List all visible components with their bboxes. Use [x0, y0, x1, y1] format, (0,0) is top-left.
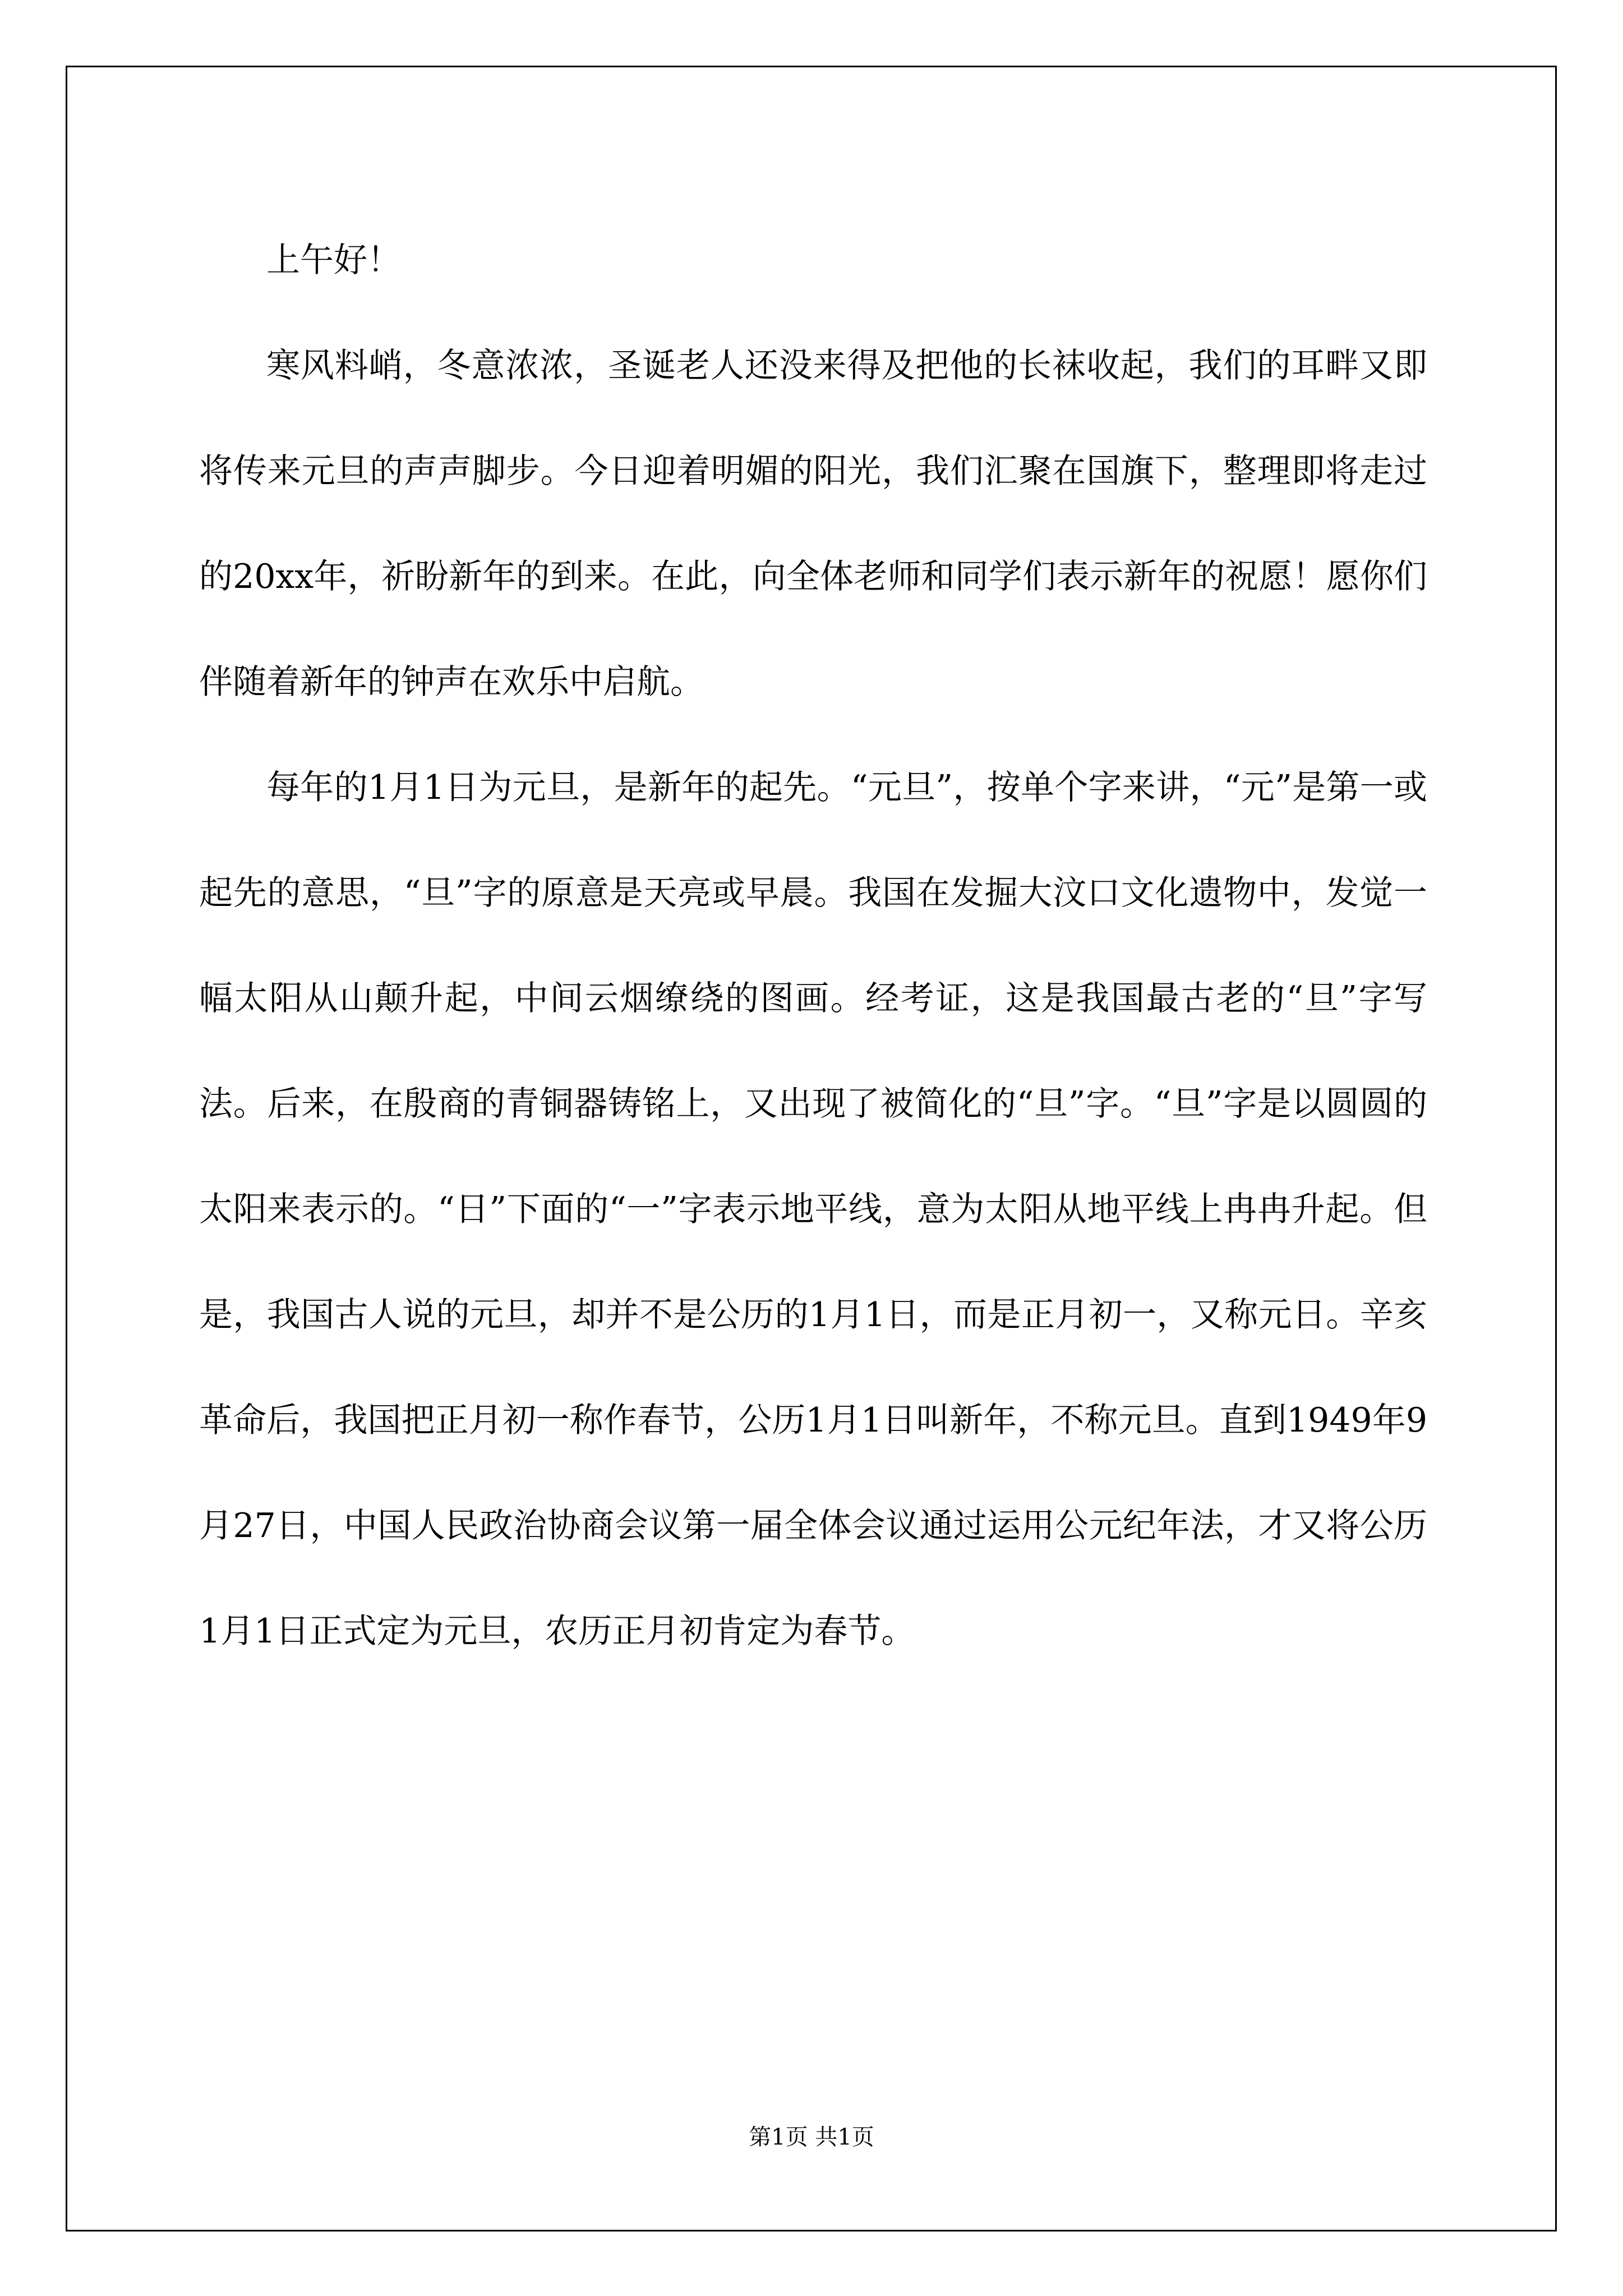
intro-paragraph: 寒风料峭，冬意浓浓，圣诞老人还没来得及把他的长袜收起，我们的耳畔又即将传来元旦的声声脚步。今日迎着明媚的阳光，我们汇聚在国旗下，整理即将走过的20xx年，祈盼新年的到来。在此，向全体老师和同学们表示新年的祝愿！愿你们伴随着新年的钟声在欢乐中启航。: [199, 346, 1427, 702]
greeting-paragraph: 上午好！: [266, 241, 401, 280]
page-number-footer: 第1页 共1页: [749, 2124, 874, 2150]
history-paragraph: 每年的1月1日为元旦，是新年的起先。“元旦”，按单个字来讲，“元”是第一或起先的意思，“旦”字的原意是天亮或早晨。我国在发掘大汶口文化遗物中，发觉一幅太阳从山颠升起，中间云烟缭绕的图画。经考证，这是我国最古老的“旦”字写法。后来，在殷商的青铜器铸铭上，又出现了被简化的“旦”字。“旦”字是以圆圆的太阳来表示的。“日”下面的“一”字表示地平线，意为太阳从地平线上冉冉升起。但是，我国古人说的元旦，却并不是公历的1月1日，而是正月初一，又称元日。辛亥革命后，我国把正月初一称作春节，公历1月1日叫新年，不称元旦。直到1949年9月27日，中国人民政治协商会议第一届全体会议通过运用公元纪年法，才又将公历1月1日正式定为元旦，农历正月初肯定为春节。: [199, 768, 1427, 1651]
document-body: [199, 208, 1427, 1684]
